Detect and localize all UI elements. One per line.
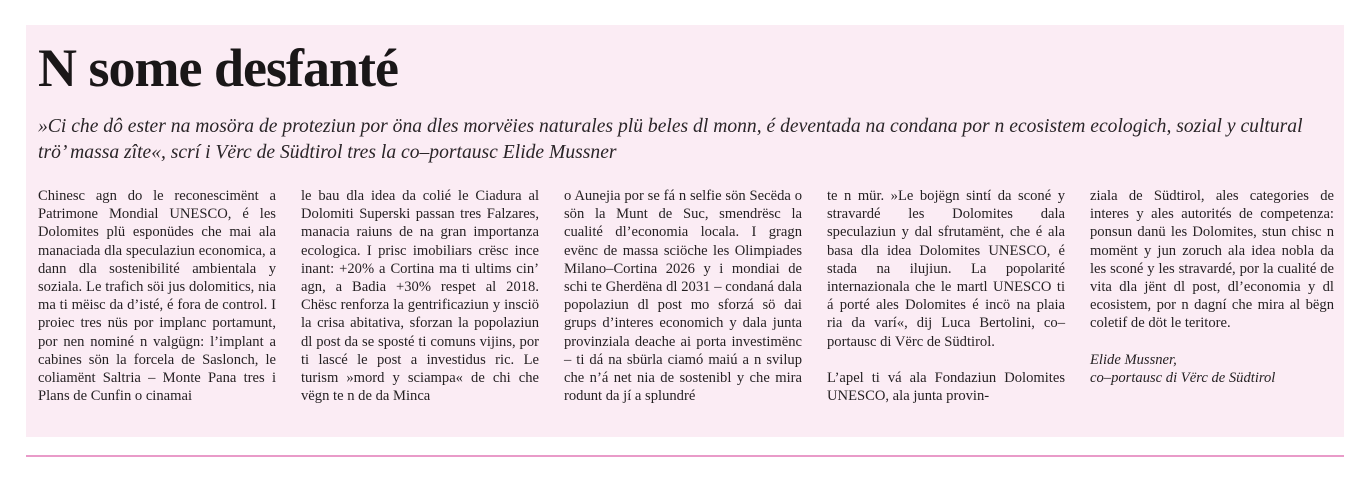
author-role: co–portausc di Vërc de Südtirol [1090, 369, 1276, 386]
column-paragraph: ziala de Südtirol, ales categories de interes y ales autorités de competenza: ponsun danü les Dolomites, stun chisc n momënt y jun zoruch ala idea nobla da les sconé y les stravardé, por la cualité de vita dla jënt dl post, dl’economia y dl ecosistem, por n dagní che mira al bëgn coletif de döt le teritore. [1090, 188, 1334, 332]
article-headline: N some desfanté [38, 38, 398, 98]
article-box [26, 25, 1344, 437]
author-signature [1090, 351, 1334, 387]
column-paragraph: o Aunejia por se fá n selfie sön Secëda o sön la Munt de Suc, smendrësc la cualité dl’economia locala. I gragn evënc de massa sciöche les Olimpiades Milano–Cortina 2026 y i mondiai de schi te Gherdëna dl 2031 – condaná dala popolaziun dl post mo sforzá sö dai grups d’interes economich y dala junta provinziala deache ai porta investimënc – ti dá na sbürla ciamó maiú a n svilup che n’á net nia de sostenibl y che mira rodunt da jí a splundré [564, 188, 802, 405]
column-paragraph: Chinesc agn do le reconescimënt a Patrimone Mondial UNESCO, é les Dolomites plü esponüdes che mai ala manaciada dla speculaziun economica, a dann dla sostenibilité ambientala y soziala. Le trafich söi jus dolomitics, nia ma ti mëisc da d’isté, é fora de control. I proiec tres nüs por implanc portamunt, por nen nominé n valgügn: l’implant a cabines sön la forcela de Saslonch, le coliamënt Saltria – Monte Pana tres i Plans de Cunfin o cinamai [38, 188, 276, 405]
article-column-3 [564, 187, 802, 405]
column-paragraph: L’apel ti vá ala Fondaziun Dolomites UNESCO, ala junta provin- [827, 369, 1065, 405]
column-paragraph: le bau dla idea da colié le Ciadura al Dolomiti Superski passan tres Falzares, manacia raiuns de na gran importanza ecologica. I prisc imobiliars crësc ince inant: +20% a Cortina ma ti ultims cin’ agn, a Badia +30% respet al 2018. Chësc renforza la gentrificaziun y insciö la crisa abitativa, sforzan la popolaziun dl post da se sposté ti comuns vijins, por ti lascé le post a investidus ric. Le turism »mord y sciampa« de chi che vëgn te n de da Minca [301, 188, 539, 405]
article-column-1 [38, 187, 276, 405]
author-name: Elide Mussner, [1090, 351, 1177, 368]
article-lead: »Ci che dô ester na mosöra de proteziun por öna dles morvëies naturales plü beles dl monn, é deventada na condana por n ecosistem ecologich, sozial y cultural trö’ massa zîte«, scrí i Vërc de Südtirol tres la co–portausc Elide Mussner [38, 116, 1303, 163]
article-column-2 [301, 187, 539, 405]
bottom-divider [26, 455, 1344, 457]
article-column-4 [827, 187, 1065, 405]
article-column-5 [1090, 187, 1334, 387]
column-paragraph: te n mür. »Le bojëgn sintí da sconé y stravardé les Dolomites dala speculaziun y dal sfrutamënt, che é ala basa dla idea Dolomites UNESCO, é stada na ilujiun. La popolarité internazionala che le martl UNESCO ti á porté ales Dolomites é incö na plaia ria da varí«, dij Luca Bertolini, co–portausc di Vërc de Südtirol. [827, 188, 1065, 350]
